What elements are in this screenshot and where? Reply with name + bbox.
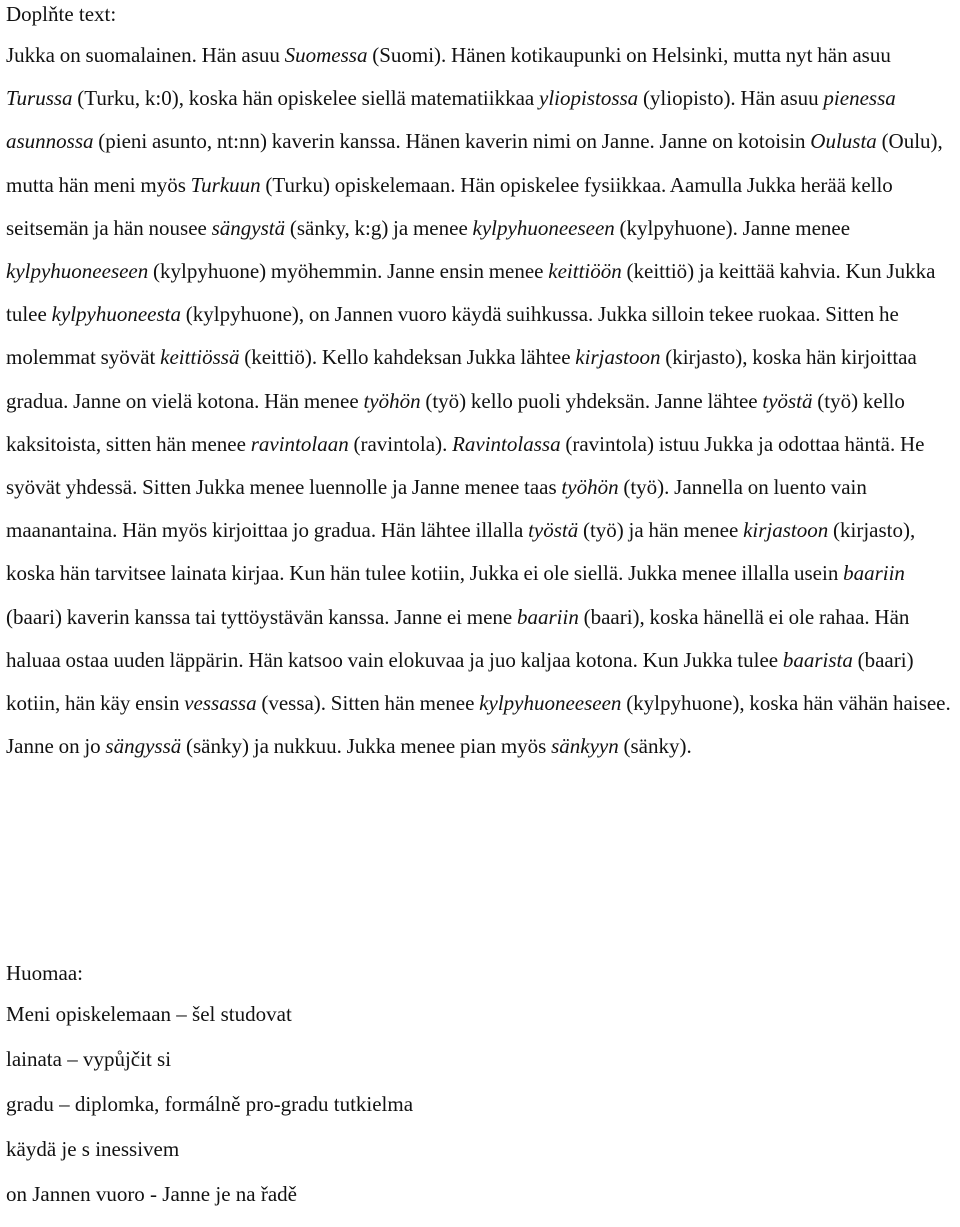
story-text: (kylpyhuone) myöhemmin. Janne ensin menee xyxy=(148,259,549,284)
italic-answer-word: sängyssä xyxy=(105,734,182,759)
italic-answer-word: ravintolaan xyxy=(250,431,349,456)
italic-answer-word: työstä xyxy=(762,388,813,413)
italic-answer-word: kirjastoon xyxy=(575,345,661,370)
story-text: (Turku) opiskelemaan. Hän opiskelee fysiikkaa. Aamulla Jukka herää kello seitsemän ja hän nousee xyxy=(6,172,893,240)
italic-answer-word: kylpyhuoneesta xyxy=(51,302,182,327)
story-text: (työ) kello kaksitoista, sitten hän menee xyxy=(6,388,905,456)
italic-answer-word: baariin xyxy=(516,604,579,629)
story-text: (yliopisto). Hän asuu xyxy=(638,86,824,111)
story-text: (työ) ja hän menee xyxy=(578,518,744,543)
italic-answer-word: sängystä xyxy=(211,215,286,240)
story-text: (kylpyhuone). Janne menee xyxy=(614,215,851,240)
story-text: (työ). Jannella on luento vain maanantaina. Hän myös kirjoittaa jo gradua. Hän lähtee illalla xyxy=(6,475,867,543)
notes-title: Huomaa: xyxy=(6,961,83,985)
italic-answer-word: vessassa xyxy=(184,691,257,716)
story-text: (keittiö) ja keittää kahvia. Kun Jukka tulee xyxy=(6,259,936,327)
note-item: Meni opiskelemaan – šel studovat xyxy=(6,1002,292,1026)
italic-answer-word: kylpyhuoneeseen xyxy=(479,691,622,716)
story-text: (työ) kello puoli yhdeksän. Janne lähtee xyxy=(420,388,763,413)
italic-answer-word: Oulusta xyxy=(810,129,877,154)
story-text: (ravintola) istuu Jukka ja odottaa häntä. He syövät yhdessä. Sitten Jukka menee luennolle ja Janne menee taas xyxy=(6,431,925,500)
note-item: käydä je s inessivem xyxy=(6,1137,180,1161)
story-text: (kylpyhuone), koska hän vähän haisee. Janne on jo xyxy=(6,691,951,759)
story-text: Jukka on suomalainen. Hän asuu xyxy=(6,43,285,67)
italic-answer-word: Turussa xyxy=(6,86,73,111)
italic-answer-word: keittiöön xyxy=(548,259,622,284)
italic-answer-word: Suomessa xyxy=(284,43,368,67)
document-page xyxy=(6,0,954,1206)
story-text: (sänky, k:g) ja menee xyxy=(285,215,473,240)
italic-answer-word: baarista xyxy=(782,647,853,672)
italic-answer-word: Ravintolassa xyxy=(452,431,561,456)
story-text: (ravintola). xyxy=(348,431,453,456)
italic-answer-word: työstä xyxy=(528,518,579,543)
story-text: (kirjasto), koska hän kirjoittaa gradua. Janne on vielä kotona. Hän menee xyxy=(6,345,917,413)
story-text: (Suomi). Hänen kotikaupunki on Helsinki, mutta nyt hän asuu xyxy=(367,43,891,67)
story-text: (vessa). Sitten hän menee xyxy=(256,691,480,716)
italic-answer-word: Turkuun xyxy=(190,172,261,197)
story-text: (kylpyhuone), on Jannen vuoro käydä suihkussa. Jukka silloin tekee ruokaa. Sitten he molemmat syövät xyxy=(6,302,899,370)
story-text: (kirjasto), koska hän tarvitsee lainata kirjaa. Kun hän tulee kotiin, Jukka ei ole siellä. Jukka menee illalla usein xyxy=(6,518,916,586)
note-item: on Jannen vuoro - Janne je na řadě xyxy=(6,1182,297,1206)
italic-answer-word: kirjastoon xyxy=(743,518,829,543)
italic-answer-word: keittiössä xyxy=(160,345,240,370)
italic-answer-word: pienessa asunnossa xyxy=(6,86,896,154)
story-text: (baari) kotiin, hän käy ensin xyxy=(6,647,914,716)
italic-answer-word: kylpyhuoneeseen xyxy=(6,259,149,284)
story-text: (keittiö). Kello kahdeksan Jukka lähtee xyxy=(239,345,576,370)
story-paragraph xyxy=(6,34,954,768)
story-text: (Turku, k:0), koska hän opiskelee siellä matematiikkaa xyxy=(72,86,539,111)
italic-answer-word: kylpyhuoneeseen xyxy=(472,215,615,240)
italic-answer-word: työhön xyxy=(561,475,619,500)
story-text: (baari), koska hänellä ei ole rahaa. Hän haluaa ostaa uuden läppärin. Hän katsoo vain elokuvaa ja juo kaljaa kotona. Kun Jukka tulee xyxy=(6,604,910,672)
story-text: (baari) kaverin kanssa tai tyttöystävän kanssa. Janne ei mene xyxy=(6,604,517,629)
story-text: (pieni asunto, nt:nn) kaverin kanssa. Hänen kaverin nimi on Janne. Janne on kotoisin xyxy=(93,129,811,154)
story-text: (sänky) ja nukkuu. Jukka menee pian myös xyxy=(181,734,552,759)
italic-answer-word: baariin xyxy=(843,561,905,586)
notes-list xyxy=(6,1002,413,1227)
note-item: lainata – vypůjčit si xyxy=(6,1047,172,1071)
italic-answer-word: työhön xyxy=(363,388,421,413)
exercise-heading: Doplňte text: xyxy=(6,2,117,26)
italic-answer-word: yliopistossa xyxy=(539,86,639,111)
story-text: (Oulu), mutta hän meni myös xyxy=(6,129,943,197)
italic-answer-word: sänkyyn xyxy=(551,734,619,759)
note-item: gradu – diplomka, formálně pro-gradu tutkielma xyxy=(6,1092,414,1116)
story-text: (sänky). xyxy=(618,734,692,759)
